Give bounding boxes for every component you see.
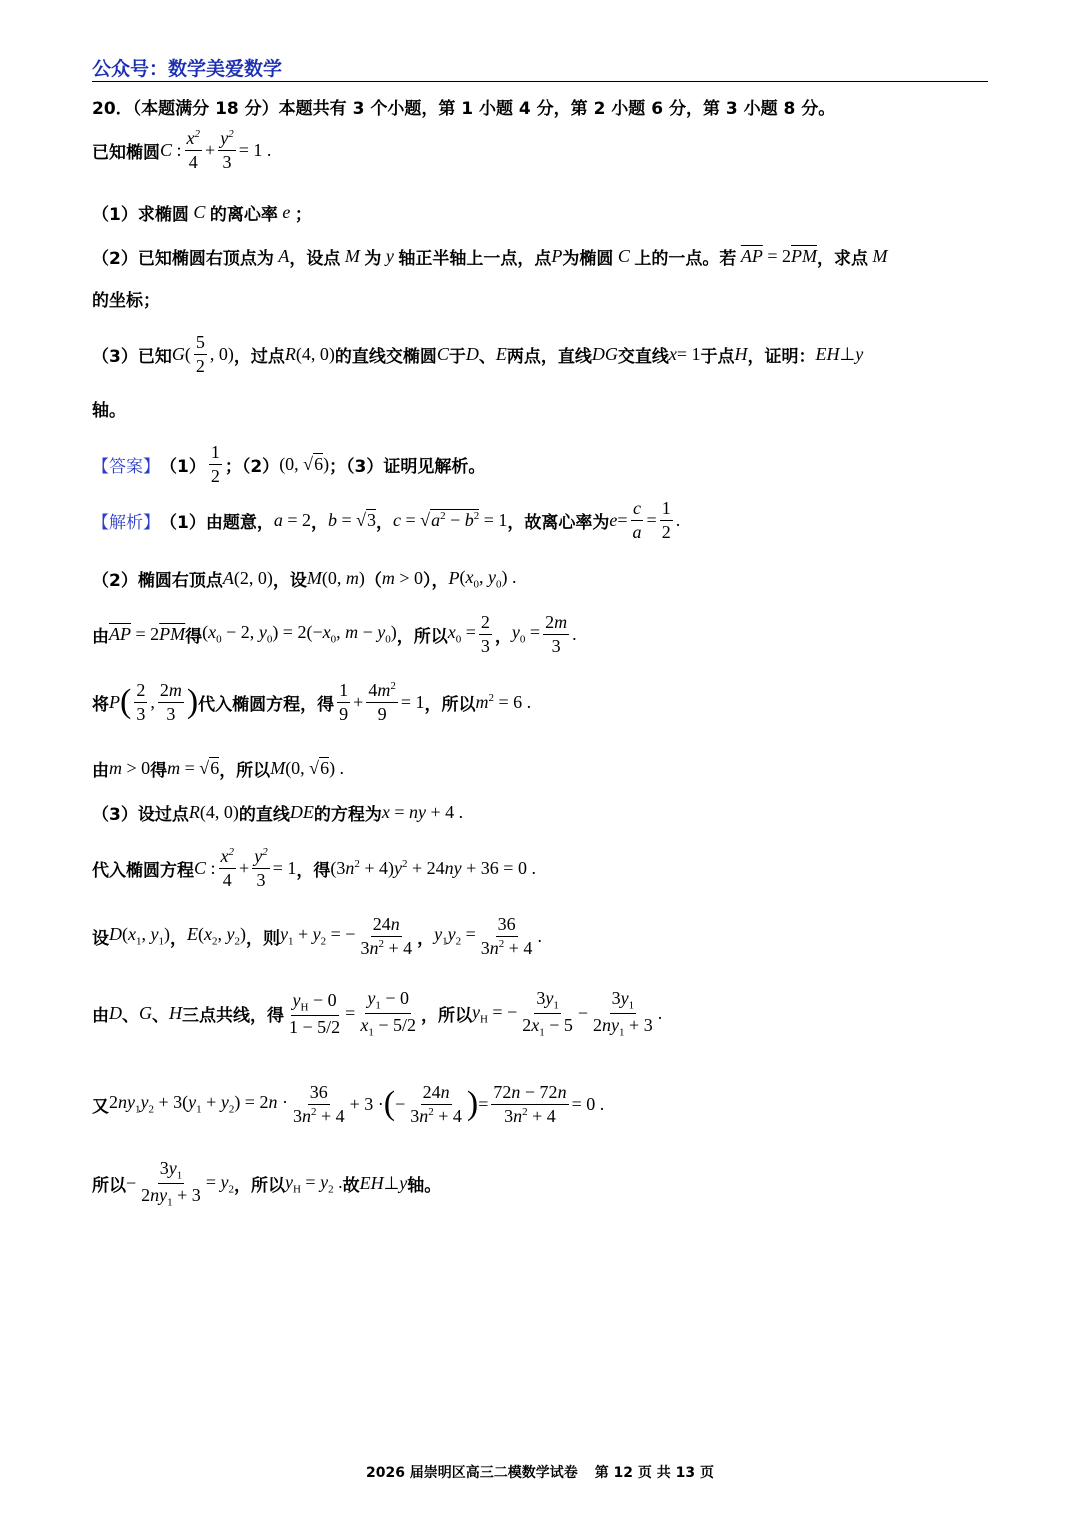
sol-s11d: 轴。 — [407, 1176, 442, 1197]
sol-line8: 设 $D(x_1$, $y_1$) ， $E(x_2$, $y_2$) ，则 $y_1 + y_2$ = − $\frac{24n}{3n^2 + 4}$ ， $y_1y_2$ = $\frac{36}{3n^2 + 4}$ . — [92, 914, 542, 958]
footer-exam: 2026 届崇明区高三二模数学试卷 — [365, 1465, 578, 1481]
sol-line11: 所以 − $\frac{3y_1}{2ny_1 + 3}$ = $y_2$ ，所以 $y_H = y_2$ . 故 EH ⊥ y 轴。 — [92, 1158, 442, 1209]
sol-s8a: 设 — [92, 928, 109, 949]
part2-text-a: （2）已知椭圆右顶点为 — [92, 249, 274, 269]
page-header-title: 公众号：数学美爱数学 — [92, 58, 283, 80]
part3-text-g: 交直线 — [617, 346, 669, 367]
sol-s7b: ，得 — [296, 860, 331, 881]
sol-s9a: 由 — [92, 1006, 109, 1027]
sol-s6a: （3）设过点 — [92, 805, 189, 825]
sol-s9e: ，所以 — [420, 1006, 472, 1027]
sol-line3: 由 $\overline{AP}$ = 2 $\overline{PM}$ 得 ($x_0 - 2$, $y_0) = 2(-x_0$, $m - y_0$) ，所以 $x_0$ = $\frac{2}{3}$ ， $y_0$ = $\frac{2m}{3}$ . — [92, 612, 577, 656]
sol-s8d: ， — [417, 928, 435, 949]
problem-title: 20．（本题满分 18 分）本题共有 3 个小题，第 1 小题 4 分，第 2 小题 6 分，第 3 小题 8 分。 — [92, 99, 836, 119]
part2-line1: （2）已知椭圆右顶点为 A ，设点 M 为 y 轴正半轴上一点，点 P 为椭圆 C 上的一点。若 $\overline{AP}$ = 2 $\overline{PM}$ ，求点 M — [92, 246, 888, 269]
part3-text-h: 于点 — [700, 346, 735, 367]
sol-line2: （2）椭圆右顶点 A (2, 0) ，设 M (0, m) （ m > 0 ）， P ($x_0$, $y_0$) . — [92, 566, 517, 591]
part3-text-d: 于 — [448, 346, 466, 367]
answer-p3: ；（3）证明见解析。 — [329, 456, 486, 477]
sol-s3d: ， — [494, 626, 512, 647]
sol-s5a: 由 — [92, 761, 109, 781]
part2-line2: 的坐标； — [92, 291, 160, 311]
sol-line9: 由 D 、 G 、 H 三点共线，得 $\frac{y_H - 0}{1 - 5/2}$ = $\frac{y_1 - 0}{x_1 - 5/2}$ ，所以 $y_H$ = − $\frac{3y_1}{2x_1 - 5}$ − $\frac{3y_1}{2ny_1 + 3}$ . — [92, 988, 663, 1039]
answer-p1: （1） — [160, 456, 206, 477]
sol-s1c: ， — [376, 512, 394, 533]
page-footer — [0, 1462, 1080, 1482]
sol-s6c: 的方程为 — [313, 805, 382, 825]
sol-line6: （3）设过点 R(4, 0) 的直线 DE 的方程为 x = ny + 4 . — [92, 802, 464, 825]
sol-s1d: ，故离心率为 — [507, 512, 610, 533]
sol-s7a: 代入椭圆方程 — [92, 860, 194, 881]
sol-line7: 代入椭圆方程 C : $x^2$ 4 + $\frac{y^2}{3}$ = 1 ，得 $(3n^2 + 4)y^2 + 24ny + 36 = 0$ . — [92, 846, 536, 890]
answer-line: 【答案】 （1） 1 2 ；（2） (0, √6) ；（3）证明见解析。 — [92, 442, 486, 486]
part2-text-b: ，设点 — [289, 249, 341, 269]
sol-s9d: 三点共线，得 — [182, 1006, 284, 1027]
sol-s11b: ，所以 — [233, 1176, 285, 1197]
frac-y2-3: $\frac{y^2}{3}$ — [220, 128, 234, 172]
header-rule — [92, 81, 988, 82]
sol-s6b: 的直线 — [238, 805, 290, 825]
answer-p2: ；（2） — [224, 456, 280, 477]
sol-s2b: ，设 — [272, 571, 307, 591]
sol-s5c: ，所以 — [219, 761, 271, 781]
part3-text-f: 两点，直线 — [506, 346, 592, 367]
part3-text-i: ，证明： — [747, 346, 816, 367]
part3-line2: 轴。 — [92, 401, 126, 421]
sol-line4: 将 P ( 2 3 , 2m 3 ) 代入椭圆方程，得 1 9 + $\frac{4m^2}{9}$ = 1 ，所以 $m^2 = 6$ . — [92, 680, 532, 724]
sol-s2a: （2）椭圆右顶点 — [92, 571, 223, 591]
sol-s8c: ，则 — [246, 928, 280, 949]
sol-s1b: ， — [311, 512, 328, 533]
part2-text-d: 轴正半轴上一点，点 — [398, 249, 552, 269]
part1-text-a: （1）求椭圆 — [92, 205, 189, 225]
sol-s9b: 、 — [122, 1006, 139, 1027]
sol-s3a: 由 — [92, 626, 109, 647]
sol-s4c: ，所以 — [424, 694, 476, 715]
part2-text-e: 为椭圆 — [562, 249, 614, 269]
frac-x2-4: $x^2$ 4 — [186, 128, 201, 172]
sol-s2c: （ — [364, 571, 382, 591]
footer-page: 第 12 页 共 13 页 — [594, 1465, 715, 1481]
sol-s4b: 代入椭圆方程，得 — [198, 694, 335, 715]
sol-s8b: ， — [170, 928, 187, 949]
sol-s5b: 得 — [150, 761, 168, 781]
eq-ellipse: C — [160, 139, 173, 160]
sol-s9c: 、 — [152, 1006, 169, 1027]
sol-s11c: 故 — [342, 1176, 360, 1197]
part2-text-f: 上的一点。若 — [634, 249, 737, 269]
sol-s3b: 得 — [185, 626, 203, 647]
part1-text-b: 的离心率 — [209, 205, 278, 225]
answer-tag: 【答案】 — [92, 456, 160, 477]
sol-line1: 【解析】 （1）由题意， a = 2 ， b = √3 ， c = $√a^2 - b^2 = 1$ ，故离心率为 e = $\frac{c}{a}$ = $\frac{1}{2}$ . — [92, 498, 681, 542]
part2-text-c: 为 — [364, 249, 382, 269]
part3-text-c: 的直线交椭圆 — [334, 346, 437, 367]
sol-s2d: ）， — [423, 571, 449, 591]
given-prefix: 已知椭圆 — [92, 142, 160, 163]
sol-line10: 又 $2ny_1y_2 + 3(y_1 + y_2) = 2n$ · 36 $3n^2 + 4$ + 3 · ( − $\frac{24n}{3n^2 + 4}$ ) = $\frac{72n - 72n}{3n^2 + 4}$ = 0 . — [92, 1082, 605, 1126]
sol-s11a: 所以 — [92, 1176, 126, 1197]
part2-text-g: ，求点 — [817, 249, 869, 269]
sol-s10a: 又 — [92, 1096, 109, 1117]
solution-tag: 【解析】 — [92, 512, 160, 533]
part3-line1: （3）已知 G ( 5 2 , 0) ，过点 R (4, 0) 的直线交椭圆 C 于 D 、 E 两点，直线 DG 交直线 x = 1 于点 H ，证明： EH ⊥ y — [92, 332, 864, 376]
sol-s4a: 将 — [92, 694, 109, 715]
sol-line5: 由 m > 0 得 m = √6 ，所以 M(0, √6) . — [92, 758, 345, 781]
part1: （1）求椭圆 C 的离心率 e ； — [92, 202, 312, 225]
problem-given: 已知椭圆 C : $x^2$ 4 + $\frac{y^2}{3}$ = 1 . — [92, 128, 272, 172]
part3-text-e: 、 — [478, 346, 496, 367]
sol-s1a: （1）由题意， — [160, 512, 274, 533]
part3-text-a: （3）已知 — [92, 346, 172, 367]
sol-s3c: ，所以 — [396, 626, 448, 647]
part3-text-b: ，过点 — [233, 346, 285, 367]
